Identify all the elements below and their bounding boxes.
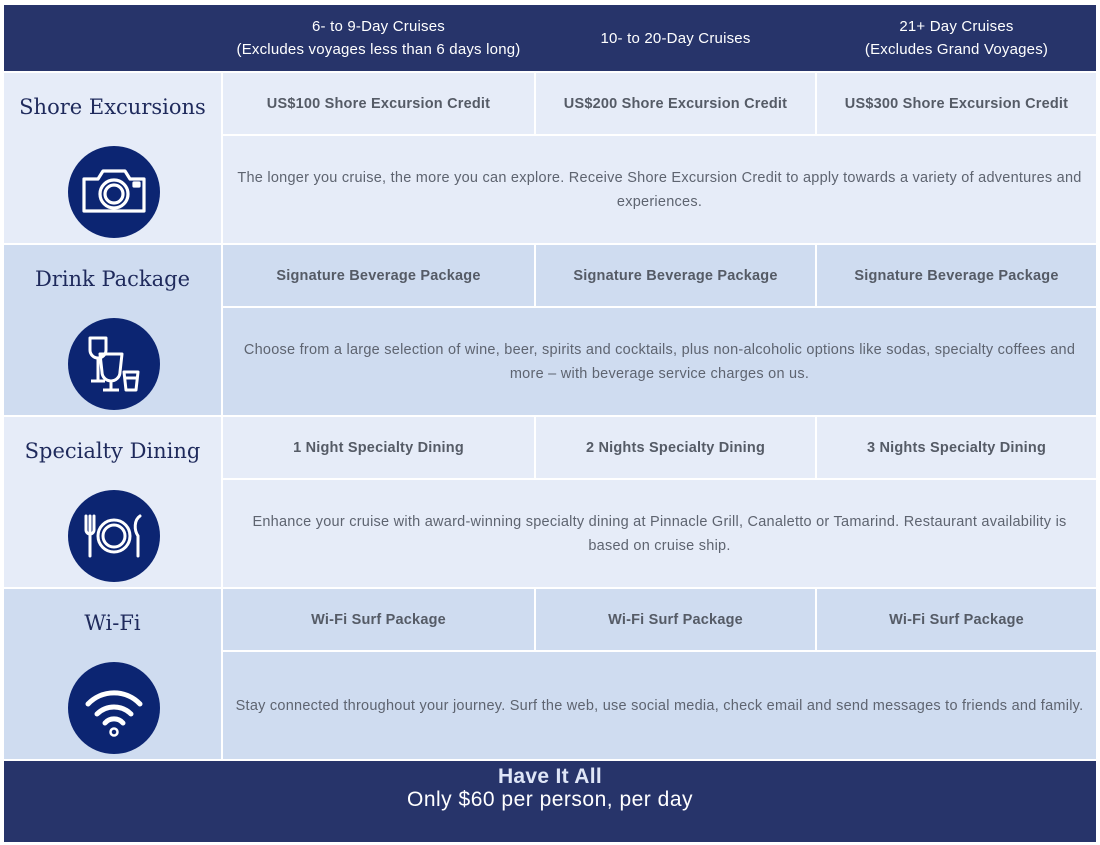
- footer-title: Have It All: [497, 765, 603, 788]
- have-it-all-footer: [4, 761, 1096, 842]
- benefit-cell-10-20-day: 2 Nights Specialty Dining: [536, 417, 815, 478]
- benefit-cell-6-9-day: 1 Night Specialty Dining: [223, 417, 534, 478]
- wifi-icon: [68, 662, 160, 754]
- benefit-cell-10-20-day: US$200 Shore Excursion Credit: [536, 73, 815, 134]
- benefit-cell-21-plus-day: Signature Beverage Package: [817, 245, 1096, 306]
- section-description: The longer you cruise, the more you can explore. Receive Shore Excursion Credit to apply towards a variety of adventures and experiences.: [223, 136, 1096, 243]
- drinks-icon: [68, 318, 160, 410]
- benefit-cell-21-plus-day: US$300 Shore Excursion Credit: [817, 73, 1096, 134]
- benefit-cell-6-9-day: Wi-Fi Surf Package: [223, 589, 534, 650]
- section-label-cell: [4, 589, 221, 759]
- benefit-cell-21-plus-day: Wi-Fi Surf Package: [817, 589, 1096, 650]
- benefit-cell-6-9-day: US$100 Shore Excursion Credit: [223, 73, 534, 134]
- section-label-cell: [4, 417, 221, 587]
- section-label-cell: [4, 73, 221, 243]
- section-title: Drink Package: [34, 267, 191, 291]
- camera-icon: [68, 146, 160, 238]
- header-col-10-20-day: 10- to 20-Day Cruises: [536, 5, 815, 71]
- benefit-cell-21-plus-day: 3 Nights Specialty Dining: [817, 417, 1096, 478]
- section-wifi: [4, 589, 1096, 759]
- comparison-table: [4, 5, 1096, 841]
- section-label-cell: [4, 245, 221, 415]
- header-col-21-plus-day: 21+ Day Cruises (Excludes Grand Voyages): [817, 5, 1096, 71]
- section-title: Wi-Fi: [84, 611, 141, 635]
- section-specialty-dining: [4, 417, 1096, 587]
- dining-icon: [68, 490, 160, 582]
- benefit-cell-6-9-day: Signature Beverage Package: [223, 245, 534, 306]
- section-shore-excursions: [4, 73, 1096, 243]
- table-header: [4, 5, 1096, 71]
- benefit-row: [223, 417, 1096, 478]
- footer-price: Only $60 per person, per day: [407, 788, 693, 811]
- section-description: Stay connected throughout your journey. Surf the web, use social media, check email and send messages to friends and family.: [223, 652, 1096, 759]
- benefit-row: [223, 589, 1096, 650]
- benefit-row: [223, 245, 1096, 306]
- benefit-cell-10-20-day: Signature Beverage Package: [536, 245, 815, 306]
- benefit-cell-10-20-day: Wi-Fi Surf Package: [536, 589, 815, 650]
- section-title: Specialty Dining: [24, 439, 201, 463]
- benefit-row: [223, 73, 1096, 134]
- section-drink-package: [4, 245, 1096, 415]
- section-description: Choose from a large selection of wine, beer, spirits and cocktails, plus non-alcoholic options like sodas, specialty coffees and more – with beverage service charges on us.: [223, 308, 1096, 415]
- header-col-6-9-day: 6- to 9-Day Cruises (Excludes voyages less than 6 days long): [223, 5, 534, 71]
- header-corner: [4, 5, 221, 71]
- section-description: Enhance your cruise with award-winning specialty dining at Pinnacle Grill, Canaletto or Tamarind. Restaurant availability is based on cruise ship.: [223, 480, 1096, 587]
- section-title: Shore Excursions: [19, 95, 206, 119]
